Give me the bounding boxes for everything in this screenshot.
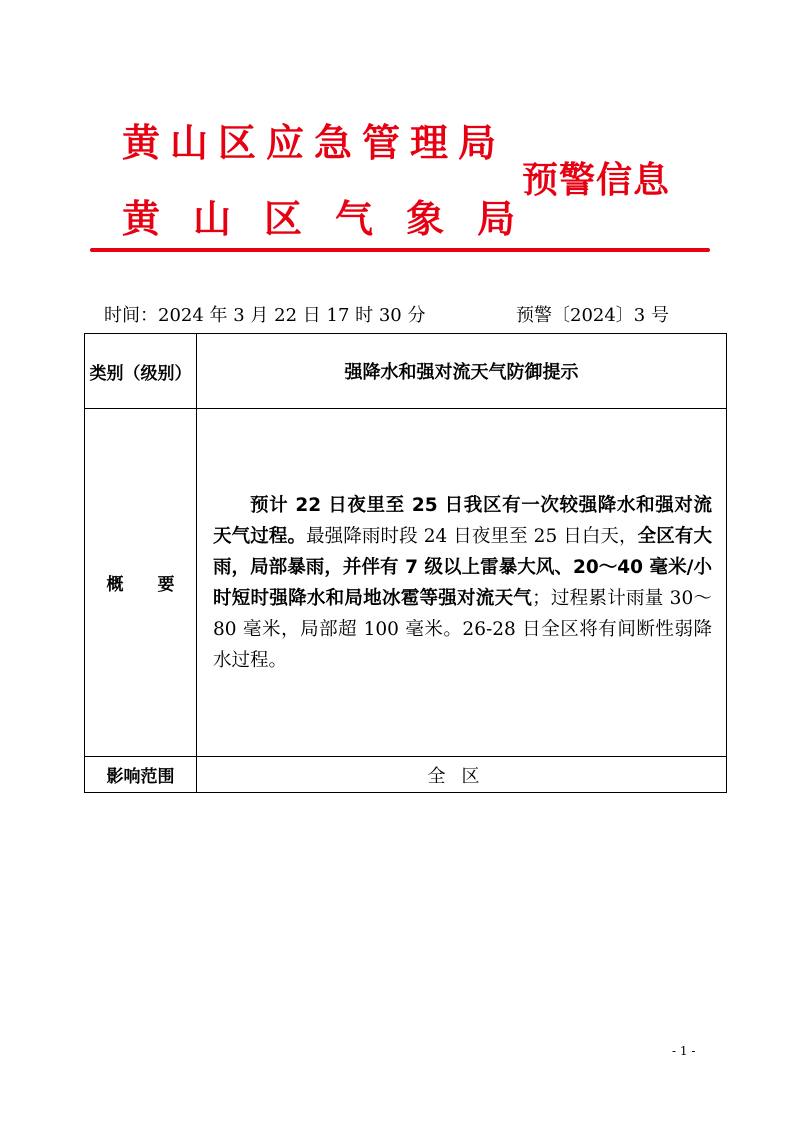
table-row: [85, 334, 727, 409]
org-char: 山: [193, 196, 232, 241]
org-char: 气: [335, 196, 374, 241]
red-header-rule: [90, 248, 710, 252]
summary-segment: 全区有大雨，局部暴雨，并伴有 7 级以上雷暴大风、20～40 毫米/小时短时强降水和局地冰雹等强对流天气: [213, 525, 712, 609]
issuing-org-emergency: 黄山区应急管理局: [122, 120, 507, 165]
table-row: [85, 409, 727, 757]
summary-segment: 预计 22 日夜里至 25 日我区有一次较强降水和强对流天气过程。: [213, 494, 712, 547]
table-row: [85, 757, 727, 793]
warning-info-table: [84, 333, 727, 793]
scope-label: 影响范围: [85, 757, 197, 793]
org-char: 局: [477, 196, 516, 241]
document-type-title: 预警信息: [522, 159, 671, 201]
page-number: - 1 -: [672, 1044, 696, 1058]
summary-paragraph: [213, 490, 712, 676]
summary-text-cell: [197, 409, 727, 757]
summary-segment: 最强降雨时段 24 日夜里至 25 日白天，: [306, 525, 638, 547]
summary-label: 概 要: [85, 409, 197, 757]
summary-segment: ；过程累计雨量 30～80 毫米，局部超 100 毫米。26-28 日全区将有间断性弱降水过程。: [213, 587, 712, 671]
issue-time: 时间：2024 年 3 月 22 日 17 时 30 分: [104, 305, 426, 326]
document-number: 预警〔2024〕3 号: [516, 305, 669, 326]
issuing-org-meteorology: [122, 188, 515, 243]
org-char: 区: [264, 196, 303, 241]
org-char: 黄: [122, 196, 161, 241]
scope-value: 全区: [197, 757, 727, 793]
category-label: 类别（级别）: [85, 334, 197, 409]
org-char: 象: [406, 196, 445, 241]
category-value: 强降水和强对流天气防御提示: [197, 334, 727, 409]
